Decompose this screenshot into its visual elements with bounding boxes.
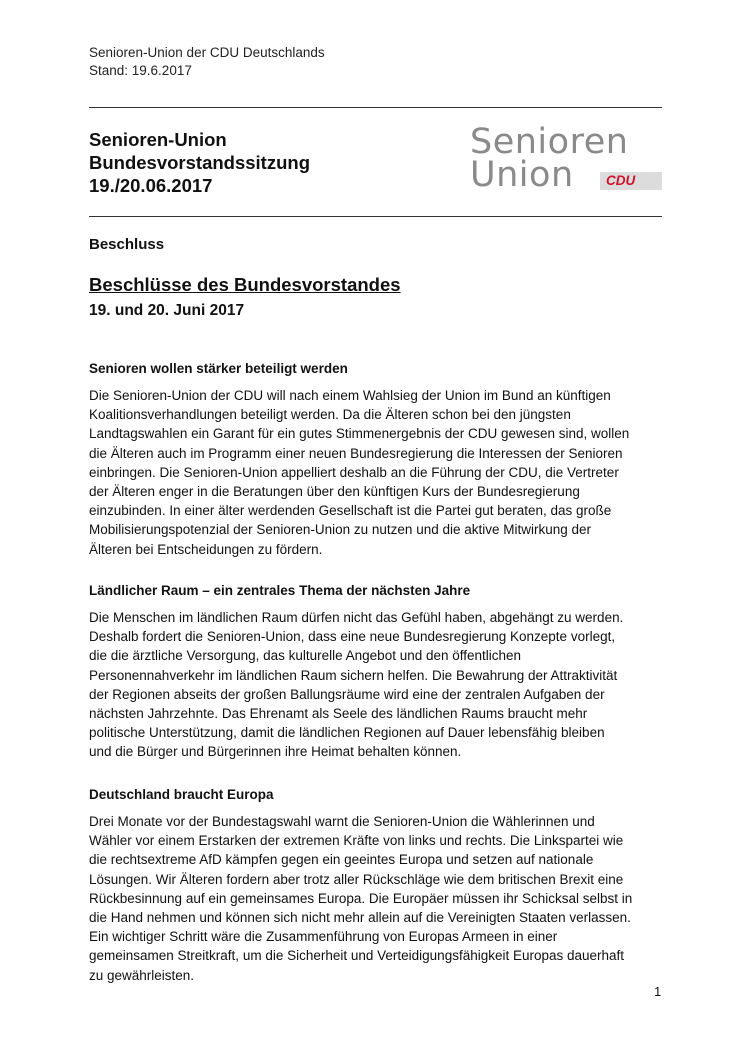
section-1-line: Mobilisierungspotenzial der Senioren-Union zu nutzen und die aktive Mitwirkung der [89,522,592,538]
section-2-body [89,608,669,762]
section-1-line: Die Senioren-Union der CDU will nach einem Wahlsieg der Union im Bund an künftigen [89,388,611,403]
meeting-title [89,128,310,197]
section-1-body [89,386,669,559]
meeting-title-line-3: 19./20.06.2017 [89,175,213,196]
section-3-line: Ein wichtiger Schritt wäre die Zusammenführung von Europas Armeen in einer [89,929,558,945]
logo-word-union: Union [470,155,574,195]
logo-word-senioren: Senioren [470,122,629,162]
section-1-line: einzubinden. In einer älter werdenden Gesellschaft ist die Partei gut beraten, das große [89,503,612,519]
section-3-line: Rückbesinnung auf ein gemeinsames Europa. Die Europäer müssen ihr Schicksal selbst in [89,890,633,906]
document-meta [89,44,325,80]
top-divider [89,107,662,108]
section-1-heading: Senioren wollen stärker beteiligt werden [89,361,348,376]
main-date: 19. und 20. Juni 2017 [89,302,245,319]
section-2-heading: Ländlicher Raum – ein zentrales Thema der nächsten Jahre [89,583,471,598]
meeting-title-line-1: Senioren-Union [89,129,227,150]
document-type: Beschluss [89,236,165,253]
section-3-body [89,812,669,985]
organization-name: Senioren-Union der CDU Deutschlands [89,45,325,60]
section-3-line: Wähler vor einem Erstarken der extremen Kräfte von links und rechts. Die Linkspartei wie [89,833,624,849]
section-2-line: die die ärztliche Versorgung, das kulturelle Angebot und den öffentlichen [89,648,522,664]
section-1-line: Älteren bei Entscheidungen zu fördern. [89,541,323,557]
section-2-line: Personennahverkehr im ländlichen Raum sichern helfen. Die Bewahrung der Attraktivität [89,667,618,683]
senioren-union-logo [470,124,664,196]
section-3-line: zu gewährleisten. [89,967,195,983]
section-2-line: der Regionen abseits der großen Ballungsräume wird eine der zentralen Aufgaben der [89,686,605,702]
page-number: 1 [654,984,662,999]
section-3-line: Drei Monate vor der Bundestagswahl warnt die Senioren-Union die Wählerinnen und [89,814,595,829]
section-3-line: Lösungen. Wir Älteren fordern aber trotz aller Rückschläge wie dem britischen Brexit eine [89,871,624,887]
section-3-line: die Hand nehmen und können sich nicht mehr allein auf die Vereinigten Staaten verlassen. [89,910,631,926]
section-2-line: Die Menschen im ländlichen Raum dürfen nicht das Gefühl haben, abgehängt zu werden. [89,610,624,625]
section-2-line: Deshalb fordert die Senioren-Union, dass eine neue Bundesregierung Konzepte vorlegt, [89,629,616,645]
section-1-line: einbringen. Die Senioren-Union appelliert deshalb an die Führung der CDU, die Vertreter [89,464,619,480]
section-1-line: Koalitionsverhandlungen beteiligt werden. Da die Älteren schon bei den jüngsten [89,407,571,423]
logo-cdu-text: CDU [606,173,636,188]
logo-cdu-badge [600,172,662,190]
section-3-heading: Deutschland braucht Europa [89,787,274,802]
section-3-line: gemeinsamen Streitkraft, um die Sicherheit und Verteidigungsfähigkeit Europas dauerhaft [89,948,625,964]
section-1-line: die Älteren auch im Programm einer neuen Bundesregierung die Interessen der Senioren [89,445,623,461]
status-date: Stand: 19.6.2017 [89,63,192,78]
header-divider [89,216,662,217]
main-title: Beschlüsse des Bundesvorstandes [89,274,401,295]
section-1-line: der Älteren enger in die Beratungen über den künftigen Kurs der Bundesregierung [89,484,580,500]
section-2-line: und die Bürger und Bürgerinnen ihre Heimat behalten können. [89,744,462,760]
section-2-line: nächsten Jahrzehnte. Das Ehrenamt als Seele des ländlichen Raums braucht mehr [89,706,588,722]
section-1-line: Landtagswahlen ein Garant für ein gutes Stimmenergebnis der CDU gewesen sind, wollen [89,426,630,442]
section-2-line: politische Unterstützung, damit die ländlichen Regionen auf Dauer lebensfähig bleiben [89,725,605,741]
meeting-title-line-2: Bundesvorstandssitzung [89,152,310,173]
section-3-line: die rechtsextreme AfD kämpfen gegen ein geeintes Europa und setzen auf nationale [89,852,594,868]
